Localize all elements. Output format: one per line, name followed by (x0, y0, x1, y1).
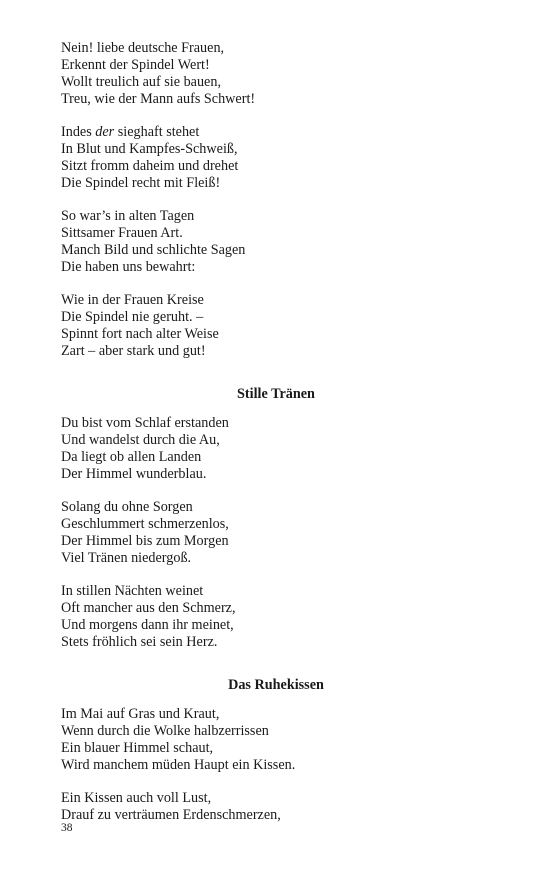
poem-line: Wird manchem müden Haupt ein Kissen. (61, 757, 296, 773)
poem-section (61, 386, 491, 651)
stanza (61, 124, 491, 192)
poem-line: Nein! liebe deutsche Frauen, (61, 40, 225, 56)
poem-line: Der Himmel bis zum Morgen (61, 533, 229, 549)
stanza (61, 706, 491, 774)
poem-line: Sittsamer Frauen Art. (61, 225, 183, 241)
poem-line: Manch Bild und schlichte Sagen (61, 242, 246, 258)
poem-line: Ein Kissen auch voll Lust, (61, 790, 212, 806)
poem-line: Da liegt ob allen Landen (61, 449, 202, 465)
poem-line: Und morgens dann ihr meinet, (61, 617, 234, 633)
poem-line: Spinnt fort nach alter Weise (61, 326, 219, 342)
emphasis: der (95, 124, 115, 140)
poem-line: Zart – aber stark und gut! (61, 343, 206, 359)
poem-section (61, 40, 491, 360)
stanza (61, 790, 491, 824)
poem-line: Die haben uns bewahrt: (61, 259, 196, 275)
poem-line: Im Mai auf Gras und Kraut, (61, 706, 220, 722)
stanza (61, 583, 491, 651)
poem-line: Die Spindel nie geruht. – (61, 309, 204, 325)
poem-title: Das Ruhekissen (228, 677, 324, 693)
poem-line: Oft mancher aus den Schmerz, (61, 600, 236, 616)
poem-line: In stillen Nächten weinet (61, 583, 204, 599)
stanza (61, 292, 491, 360)
poem-line: Ein blauer Himmel schaut, (61, 740, 214, 756)
poem-line: Stets fröhlich sei sein Herz. (61, 634, 218, 650)
poem-line: Viel Tränen niedergoß. (61, 550, 192, 566)
poem-line: Der Himmel wunderblau. (61, 466, 207, 482)
poem-line: In Blut und Kampfes-Schweiß, (61, 141, 238, 157)
poem-title: Stille Tränen (237, 386, 315, 402)
stanza (61, 208, 491, 276)
poem-line: Geschlummert schmerzenlos, (61, 516, 229, 532)
stanza (61, 499, 491, 567)
poem-section (61, 677, 491, 824)
poem-line: Wollt treulich auf sie bauen, (61, 74, 221, 90)
poem-line: Sitzt fromm daheim und drehet (61, 158, 239, 174)
book-page (61, 40, 491, 840)
poem-line: Die Spindel recht mit Fleiß! (61, 175, 221, 191)
poem-line: Du bist vom Schlaf erstanden (61, 415, 229, 431)
poem-line: Indes der sieghaft stehet (61, 124, 200, 140)
poem-line: Drauf zu verträumen Erdenschmerzen, (61, 807, 281, 823)
stanza (61, 415, 491, 483)
poem-line: So war’s in alten Tagen (61, 208, 195, 224)
poem-line: Treu, wie der Mann aufs Schwert! (61, 91, 256, 107)
poem-line: Wenn durch die Wolke halbzerrissen (61, 723, 269, 739)
poem-line: Solang du ohne Sorgen (61, 499, 193, 515)
poem-line: Wie in der Frauen Kreise (61, 292, 204, 308)
stanza (61, 40, 491, 108)
poem-line: Und wandelst durch die Au, (61, 432, 220, 448)
poem-line: Erkennt der Spindel Wert! (61, 57, 210, 73)
page-number: 38 (61, 822, 73, 834)
